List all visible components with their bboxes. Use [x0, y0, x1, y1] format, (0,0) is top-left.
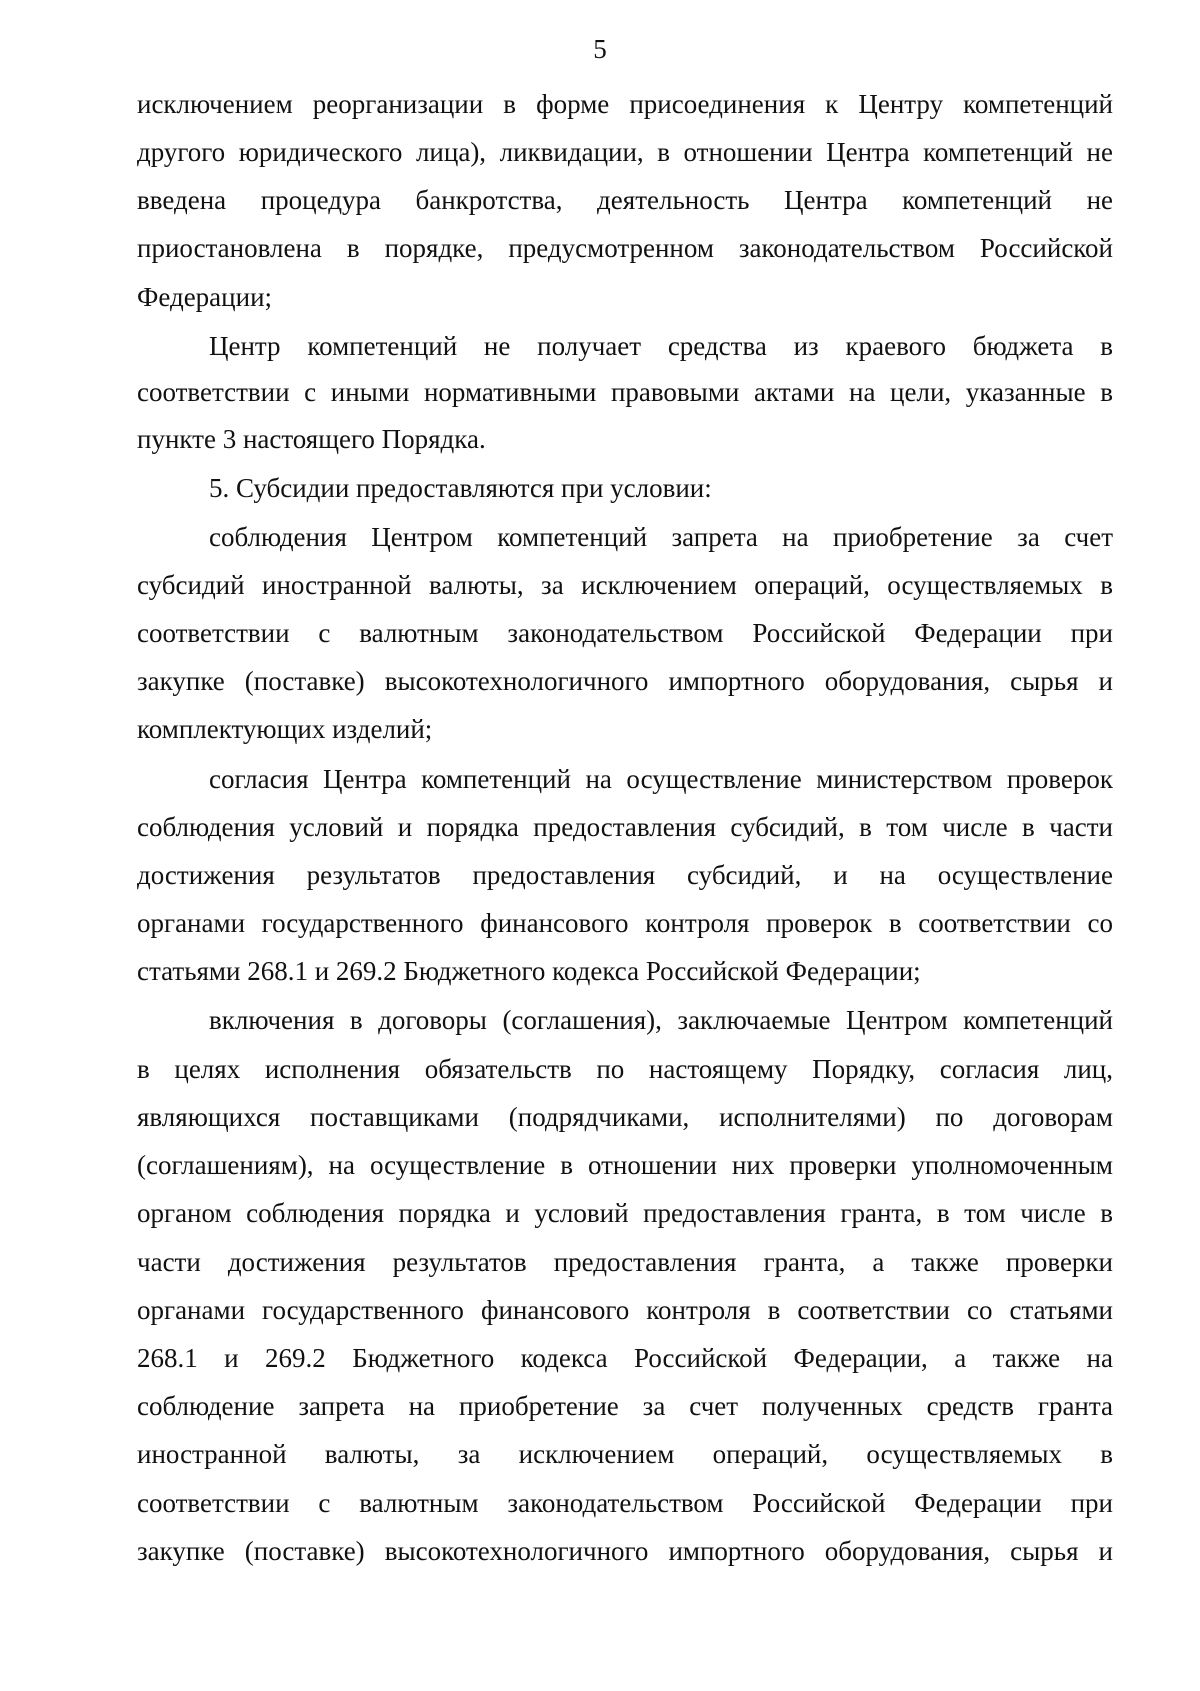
text-line: исключением реорганизации в форме присоединения к Центру компетенций [137, 89, 1113, 119]
text-line: части достижения результатов предоставления гранта, а также проверки [137, 1247, 1113, 1277]
text-line: введена процедура банкротства, деятельность Центра компетенций не [137, 185, 1113, 215]
text-line: закупке (поставке) высокотехнологичного импортного оборудования, сырья и [137, 1536, 1113, 1566]
text-line: соблюдения Центром компетенций запрета на приобретение за счет [209, 522, 1113, 552]
text-line: приостановлена в порядке, предусмотренном законодательством Российской [137, 233, 1113, 263]
text-line: в целях исполнения обязательств по настоящему Порядку, согласия лиц, [137, 1054, 1113, 1084]
text-line: соблюдение запрета на приобретение за счет полученных средств гранта [137, 1391, 1113, 1421]
text-line: органами государственного финансового контроля в соответствии со статьями [137, 1295, 1113, 1325]
text-line: Федерации; [137, 282, 273, 312]
page-number: 5 [593, 34, 607, 64]
text-line: соблюдения условий и порядка предоставления субсидий, в том числе в части [137, 812, 1113, 842]
text-line: закупке (поставке) высокотехнологичного импортного оборудования, сырья и [137, 666, 1113, 696]
text-line: Центр компетенций не получает средства из краевого бюджета в [209, 331, 1113, 361]
text-line: субсидий иностранной валюты, за исключением операций, осуществляемых в [137, 570, 1113, 600]
text-line: иностранной валюты, за исключением операций, осуществляемых в [137, 1439, 1113, 1469]
text-line: 5. Субсидии предоставляются при условии: [209, 473, 712, 503]
text-line: 268.1 и 269.2 Бюджетного кодекса Российской Федерации, а также на [137, 1343, 1113, 1373]
text-line: соответствии с валютным законодательством Российской Федерации при [137, 1488, 1113, 1518]
text-line: согласия Центра компетенций на осуществление министерством проверок [209, 764, 1113, 794]
text-line: достижения результатов предоставления субсидий, и на осуществление [137, 860, 1113, 890]
text-line: соответствии с иными нормативными правовыми актами на цели, указанные в [137, 377, 1113, 407]
text-line: статьями 268.1 и 269.2 Бюджетного кодекса Российской Федерации; [137, 956, 921, 986]
text-line: являющихся поставщиками (подрядчиками, исполнителями) по договорам [137, 1102, 1113, 1132]
text-line: органом соблюдения порядка и условий предоставления гранта, в том числе в [137, 1198, 1113, 1228]
text-line: другого юридического лица), ликвидации, в отношении Центра компетенций не [137, 137, 1113, 167]
text-line: органами государственного финансового контроля проверок в соответствии со [137, 908, 1113, 938]
text-line: включения в договоры (соглашения), заключаемые Центром компетенций [209, 1005, 1113, 1035]
text-line: пункте 3 настоящего Порядка. [137, 424, 486, 454]
text-line: соответствии с валютным законодательством Российской Федерации при [137, 618, 1113, 648]
text-line: (соглашениям), на осуществление в отношении них проверки уполномоченным [137, 1150, 1113, 1180]
text-line: комплектующих изделий; [137, 714, 433, 744]
